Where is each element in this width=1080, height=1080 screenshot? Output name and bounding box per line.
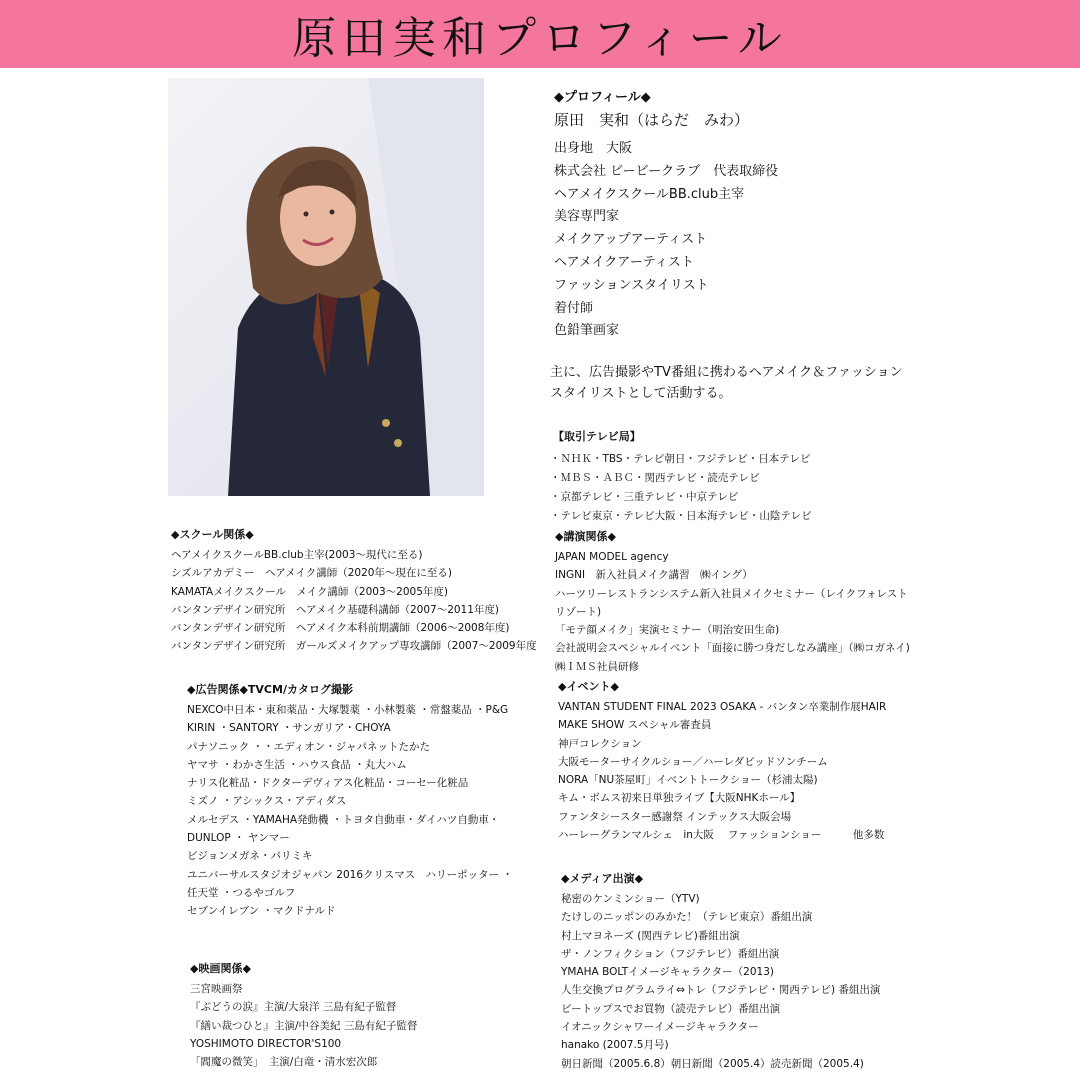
ads-item: ヤマサ ・わかさ生活 ・ハウス食品 ・丸大ハム: [187, 758, 407, 771]
lecture-section: [555, 528, 915, 676]
profile-heading: ◆プロフィール◆: [554, 90, 651, 105]
ads-item: セブンイレブン ・マクドナルド: [187, 905, 336, 918]
ads-heading: ◆広告関係◆TVCM/カタログ撮影: [187, 683, 353, 696]
event-item: ハーレーグランマルシェ in大阪 ファッションショー 他多数: [558, 829, 885, 842]
movie-item: 『ぶどうの涙』主演/大泉洋 三島有紀子監督: [190, 1001, 397, 1014]
profile-item: 出身地 大阪: [554, 141, 633, 156]
tv-stations-heading: 【取引テレビ局】: [553, 430, 641, 443]
ads-item: ビジョンメガネ・パリミキ: [187, 850, 313, 863]
school-heading: ◆スクール関係◆: [171, 528, 254, 541]
profile-item: ファッションスタイリスト: [554, 277, 709, 293]
portrait-illustration: [168, 78, 484, 496]
activity-summary: [550, 362, 950, 404]
ads-item: メルセデス ・YAMAHA発動機 ・トヨタ自動車・ダイハツ自動車・: [187, 813, 500, 826]
media-item: ビートップスでお買物（読売テレビ）番組出演: [561, 1002, 781, 1015]
school-item: バンタンデザイン研究所 ガールズメイクアップ専攻講師（2007～2009年度: [171, 640, 537, 653]
tv-station-item: ・ＮＨＫ・TBS・テレビ朝日・フジテレビ・日本テレビ: [550, 453, 811, 465]
profile-name: 原田 実和（はらだ みわ）: [554, 111, 750, 129]
school-item: バンタンデザイン研究所 ヘアメイク基礎科講師（2007～2011年度): [171, 603, 500, 616]
summary-line: 主に、広告撮影やTV番組に携わるヘアメイク＆ファッション: [550, 365, 903, 380]
lecture-item: ㈱ＩＭＳ社員研修: [555, 660, 639, 673]
event-item: 神戸コレクション: [558, 737, 642, 750]
ads-item: ナリス化粧品・ドクターデヴィアス化粧品・コーセー化粧品: [187, 777, 469, 790]
ads-item: KIRIN ・SANTORY ・サンガリア・CHOYA: [187, 722, 391, 735]
movie-section: [190, 960, 417, 1071]
movie-item: 『繕い裁つひと』主演/中谷美紀 三島有紀子監督: [190, 1019, 418, 1032]
media-item: ザ・ノンフィクション（フジテレビ）番組出演: [561, 947, 780, 960]
lecture-item: ハーツリーレストランシステム新入社員メイクセミナー（レイクフォレストリゾート): [555, 587, 908, 618]
movie-item: 三宮映画祭: [190, 983, 243, 995]
movie-item: 「閻魔の微笑」 主演/白竜・清水宏次郎: [190, 1056, 378, 1069]
media-heading: ◆メディア出演◆: [561, 872, 644, 885]
school-item: バンタンデザイン研究所 ヘアメイク本科前期講師（2006～2008年度): [171, 622, 510, 635]
profile-item: 着付師: [554, 300, 594, 316]
school-item: シズルアカデミー ヘアメイク講師（2020年～現在に至る): [171, 567, 453, 580]
media-item: hanako (2007.5月号): [561, 1039, 669, 1052]
lecture-item: JAPAN MODEL agency: [555, 551, 669, 563]
event-item: MAKE SHOW スペシャル審査員: [558, 719, 712, 732]
movie-heading: ◆映画関係◆: [190, 962, 251, 975]
event-item: ファンタシースター感謝祭 インテックス大阪会場: [558, 810, 792, 823]
school-item: ヘアメイクスクールBB.club主宰(2003～現代に至る): [171, 549, 423, 561]
profile-item: メイクアップアーティスト: [554, 232, 708, 248]
event-item: 大阪モーターサイクルショー／ハーレダビッドソンチーム: [558, 755, 828, 768]
ads-item: パナソニック ・・エディオン・ジャパネットたかた: [187, 740, 431, 753]
tv-station-item: ・京都テレビ・三重テレビ・中京テレビ: [550, 491, 739, 503]
media-item: 秘密のケンミンショー（YTV): [561, 893, 700, 905]
media-item: たけしのニッポンのみかた！（テレビ東京）番組出演: [561, 911, 813, 924]
media-item: イオニックシャワーイメージキャラクター: [561, 1021, 759, 1034]
ads-item: 任天堂 ・つるやゴルフ: [187, 886, 296, 899]
media-section: [561, 870, 880, 1073]
media-item: YMAHA BOLTイメージキャラクター（2013): [561, 966, 774, 979]
page-header: [0, 0, 1080, 68]
tv-station-item: ・ＭＢＳ・ＡＢＣ・関西テレビ・読売テレビ: [550, 472, 760, 484]
lecture-item: 「モテ顔メイク」実演セミナー（明治安田生命): [555, 624, 780, 637]
tv-station-item: ・テレビ東京・テレビ大阪・日本海テレビ・山陰テレビ: [550, 510, 812, 522]
ads-section: [187, 681, 513, 921]
profile-item: ヘアメイクアーティスト: [554, 254, 694, 270]
movie-item: YOSHIMOTO DIRECTOR'S100: [190, 1037, 342, 1050]
lecture-item: INGNI 新入社員メイク講習 ㈱イング）: [555, 569, 753, 582]
media-item: 朝日新聞（2005.6.8）朝日新聞（2005.4）読売新聞（2005.4): [561, 1057, 864, 1070]
ads-item: DUNLOP ・ ヤンマー: [187, 832, 290, 845]
media-item: 人生交換プログラムライ⇔トレ（フジテレビ・関西テレビ) 番組出演: [561, 984, 881, 997]
profile-item: 美容専門家: [554, 209, 620, 225]
event-heading: ◆イベント◆: [558, 680, 619, 693]
profile-item: 株式会社 ビービークラブ 代表取締役: [554, 163, 779, 179]
ads-item: ミズノ ・アシックス・アディダス: [187, 795, 347, 808]
profile-item: 色鉛筆画家: [554, 323, 620, 339]
event-item: NORA「NU茶屋町」イベントトークショー（杉浦太陽): [558, 774, 818, 787]
event-item: キム・ボムス初来日単独ライブ【大阪NHKホール】: [558, 792, 801, 805]
event-item: VANTAN STUDENT FINAL 2023 OSAKA - バンタン卒業制作展HAIR: [558, 701, 887, 713]
lecture-item: 会社説明会スペシャルイベント「面接に勝つ身だしなみ講座」（㈱コガネイ): [555, 642, 910, 655]
tv-stations-section: [550, 428, 812, 526]
lecture-heading: ◆講演関係◆: [555, 530, 616, 543]
media-item: 村上マヨネーズ (関西テレビ)番組出演: [561, 929, 740, 942]
page-title: 原田実和プロフィール: [292, 13, 788, 64]
ads-item: NEXCO中日本・東和薬品・大塚製薬 ・小林製薬 ・常盤薬品 ・P&G: [187, 704, 509, 716]
event-section: [558, 678, 886, 844]
profile-item: ヘアメイクスクールBB.club主宰: [554, 186, 745, 202]
summary-line: スタイリストとして活動する。: [550, 386, 732, 401]
school-section: [171, 526, 537, 656]
school-item: KAMATAメイクスクール メイク講師（2003～2005年度): [171, 585, 448, 598]
ads-item: ユニバーサルスタジオジャパン 2016クリスマス ハリーポッター ・: [187, 868, 513, 881]
profile-section: [554, 86, 778, 343]
profile-photo: [168, 78, 484, 496]
